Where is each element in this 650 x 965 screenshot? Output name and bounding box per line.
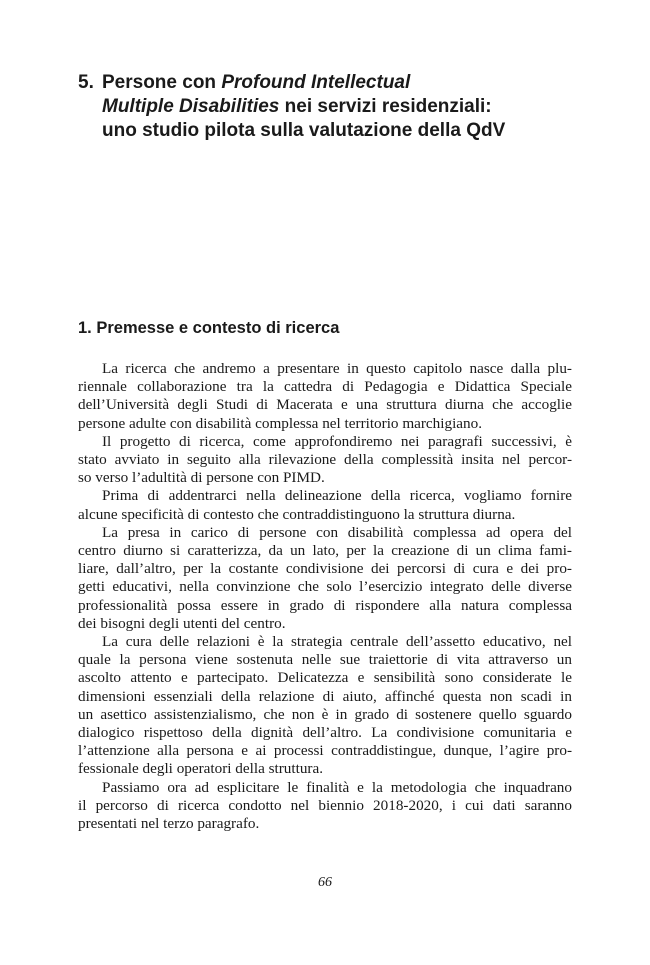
chapter-title-line-1: Persone con Profound Intellectual <box>102 72 411 93</box>
chapter-title-line-2: Multiple Disabilities nei servizi residenziali: <box>102 96 492 117</box>
text-line: professionalità possa essere in grado di rispondere alla natura complessa <box>78 596 572 614</box>
text-line: l’attenzione alla persona e ai processi contraddistingue, dunque, l’agire pro- <box>78 742 572 760</box>
chapter-title-line-3: uno studio pilota sulla valutazione della QdV <box>102 120 506 141</box>
text-line: un asettico assistenzialismo, che non è in grado di sostenere quello sguardo <box>78 705 572 723</box>
text-line: La cura delle relazioni è la strategia centrale dell’assetto educativo, nel <box>102 633 572 651</box>
paragraph <box>78 524 572 633</box>
page-number: 66 <box>318 875 332 890</box>
text-line: fessionale degli operatori della struttura. <box>78 760 324 778</box>
text-line: so verso l’adultità di persone con PIMD. <box>78 469 325 487</box>
chapter-title <box>78 71 598 143</box>
paragraph <box>78 433 572 488</box>
text-line: riennale collaborazione tra la cattedra di Pedagogia e Didattica Speciale <box>78 378 572 396</box>
paragraph <box>78 360 572 433</box>
text-line: La ricerca che andremo a presentare in questo capitolo nasce dalla plu- <box>102 360 572 377</box>
text-line: persone adulte con disabilità complessa nel territorio marchigiano. <box>78 414 483 432</box>
text-line: stato avviato in seguito alla rilevazione della complessità insita nel percor- <box>78 451 572 469</box>
text-line: dell’Università degli Studi di Macerata e una struttura diurna che accoglie <box>78 396 572 414</box>
text-line: dei bisogni degli utenti del centro. <box>78 614 286 632</box>
text-line: ascolto attento e partecipato. Delicatezza e sensibilità sono considerate le <box>78 669 572 687</box>
paragraph <box>78 779 572 834</box>
text-line: getti educativi, nella convinzione che solo l’esercizio integrato delle diverse <box>78 578 572 596</box>
paragraph <box>78 633 572 779</box>
text-line: Passiamo ora ad esplicitare le finalità e la metodologia che inquadrano <box>102 778 572 796</box>
body-text <box>78 360 572 833</box>
text-line: alcune specificità di contesto che contraddistinguono la struttura diurna. <box>78 505 516 523</box>
text-line: liare, dall’altro, per la costante condivisione dei percorsi di cura e dei pro- <box>78 560 572 578</box>
text-line: centro diurno si caratterizza, da un lato, per la creazione di un clima fami- <box>78 542 572 560</box>
text-line: presentati nel terzo paragrafo. <box>78 815 260 833</box>
paragraph <box>78 487 572 523</box>
text-line: Prima di addentrarci nella delineazione della ricerca, vogliamo fornire <box>102 487 572 505</box>
text-line: dialogico rispettoso della dignità dell’altro. La condivisione comunitaria e <box>78 724 572 742</box>
section-heading: 1. Premesse e contesto di ricerca <box>78 319 340 337</box>
text-line: Il progetto di ricerca, come approfondiremo nei paragrafi successivi, è <box>102 432 572 450</box>
text-line: il percorso di ricerca condotto nel biennio 2018-2020, i cui dati saranno <box>78 796 572 814</box>
chapter-number: 5. <box>78 72 94 93</box>
text-line: dimensioni essenziali della relazione di aiuto, affinché questa non scadi in <box>78 687 572 705</box>
text-line: La presa in carico di persone con disabilità complessa ad opera del <box>102 523 572 541</box>
text-line: quale la persona viene sostenuta nelle sue traiettorie di vita attraverso un <box>78 651 572 669</box>
